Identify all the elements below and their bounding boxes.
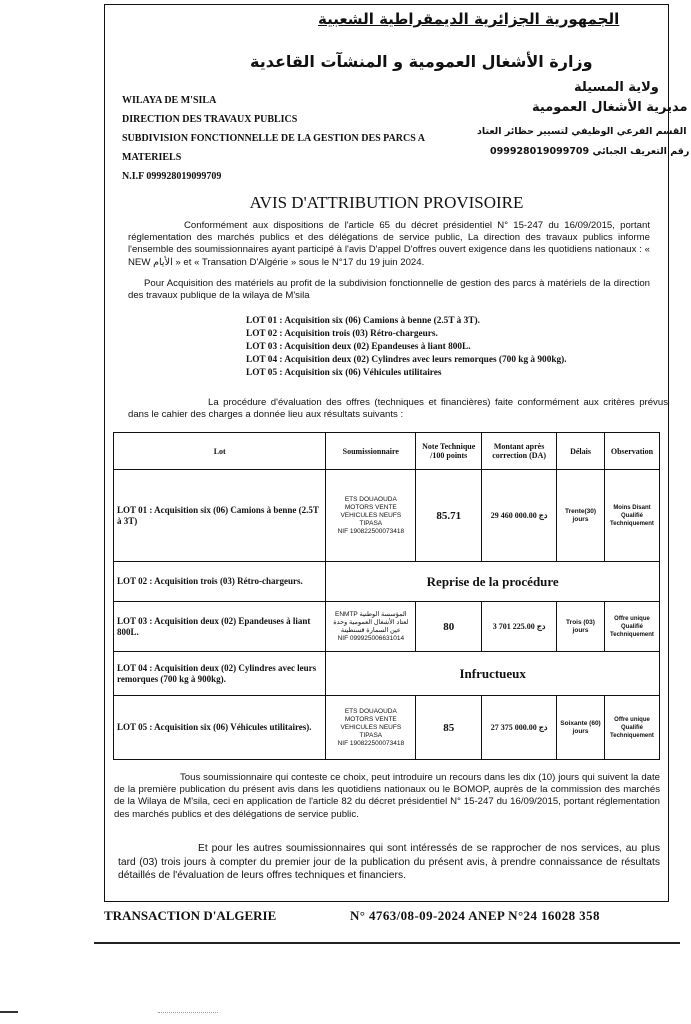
observation-cell: Offre unique Qualifié Techniquement: [604, 696, 659, 760]
table-row: [114, 470, 660, 562]
lot-cell: LOT 04 : Acquisition deux (02) Cylindres avec leurs remorques (700 kg à 900kg).: [114, 652, 326, 696]
delay-cell: Trente(30) jours: [557, 470, 605, 562]
amount-cell: 3 701 225.00 دج: [482, 602, 557, 652]
ar-subdivision: القسم الفرعي الوظيفي لتسيير حظائر العتاد: [477, 126, 687, 137]
fr-wilaya: WILAYA DE M'SILA: [122, 95, 217, 106]
observation-cell: Offre unique Qualifié Techniquement: [604, 602, 659, 652]
amount-cell: 27 375 000.00 دج: [482, 696, 557, 760]
ar-nif: رقم التعريف الجبائي 099928019099709: [490, 146, 690, 157]
bidder-nif: NIF 099925006631014: [337, 634, 405, 642]
table-row: [114, 696, 660, 760]
footer-reference: N° 4763/08-09-2024 ANEP N°24 16028 358: [350, 908, 600, 923]
col-header-observation: Observation: [604, 433, 659, 470]
bidder-cell: [326, 470, 416, 562]
scan-mark: [0, 1011, 18, 1013]
col-header-bidder: Soumissionnaire: [326, 433, 416, 470]
results-table: [113, 432, 660, 760]
delay-cell: Trois (03) jours: [557, 602, 605, 652]
bidder-name: لعتاد الأشغال العمومية وحدة: [333, 618, 409, 626]
col-header-amount: Montant après correction (DA): [482, 433, 557, 470]
table-row: [114, 652, 660, 696]
bidder-cell: [326, 602, 416, 652]
bidder-cell: [326, 696, 416, 760]
observation-cell: Moins Disant Qualifié Techniquement: [604, 470, 659, 562]
fr-nif: N.I.F 099928019099709: [122, 171, 222, 182]
purpose-paragraph: Pour Acquisition des matériels au profit de la subdivision fonctionnelle de gestion des parcs à matériels de la direction des travaux publique de la wilaya de M'sila: [128, 278, 650, 302]
lots-list: [246, 315, 567, 380]
bidder-name: ETS DOUAOUDA: [344, 495, 397, 503]
bidder-name: MOTORS VENTE: [344, 503, 397, 511]
bidder-nif: NIF 190822500073418: [337, 739, 405, 747]
lot-cell: LOT 03 : Acquisition deux (02) Epandeuses à liant 800L.: [114, 602, 326, 652]
bidder-name: VEHICULES NEUFS: [340, 723, 402, 731]
bidder-name: VEHICULES NEUFS: [340, 511, 402, 519]
bidder-name: ENMTP المؤسسة الوطنية: [335, 610, 407, 618]
col-header-lot: Lot: [114, 433, 326, 470]
note-cell: 85: [416, 696, 482, 760]
lot-cell: LOT 01 : Acquisition six (06) Camions à benne (2.5T à 3T): [114, 470, 326, 562]
lot-line: LOT 01 : Acquisition six (06) Camions à benne (2.5T à 3T).: [246, 316, 480, 326]
bidder-name: ETS DOUAOUDA: [344, 707, 397, 715]
col-header-delay: Délais: [557, 433, 605, 470]
recourse-paragraph: Tous soumissionnaire qui conteste ce choix, peut introduire un recours dans les dix (10) jours qui suivent la date de la première publication du présent avis dans les quotidiens nationaux ou le BOMOP, auprès de la commission des marchés de la Wilaya de M'sila, ceci en application de l'article 82 du décret présidentiel N° 15-247 du 16/09/2015, portant réglementation des marchés publics et des délégations de service public.: [114, 772, 660, 820]
bidder-nif: NIF 190822500073418: [337, 527, 405, 535]
scan-mark: [158, 1012, 218, 1013]
lot-line: LOT 04 : Acquisition deux (02) Cylindres avec leurs remorques (700 kg à 900kg).: [246, 355, 567, 365]
table-row: [114, 562, 660, 602]
notice-title: AVIS D'ATTRIBUTION PROVISOIRE: [249, 193, 524, 212]
bidder-name: TIPASA: [359, 731, 383, 739]
note-cell: 80: [416, 602, 482, 652]
note-cell: 85.71: [416, 470, 482, 562]
bidder-name: عين السمارة قسنطينة: [340, 626, 401, 634]
ar-republic-heading: الجمهورية الجزائرية الديمقراطية الشعبية: [318, 10, 620, 28]
col-header-note: Note Technique /100 points: [416, 433, 482, 470]
procedure-paragraph: La procédure d'évaluation des offres (techniques et financières) faite conformément aux critères prévus dans le cahier des charges a donnée lieu aux résultats suivants :: [128, 397, 668, 421]
lot-cell: LOT 05 : Acquisition six (06) Véhicules utilitaires).: [114, 696, 326, 760]
bidder-name: TIPASA: [359, 519, 383, 527]
intro-paragraph: Conformément aux dispositions de l'article 65 du décret présidentiel N° 15-247 du 16/09/2015, portant réglementation des marchés publics et des délégations de service public, La direction des travaux publics informe l'ensemble des soumissionnaires ayant participé à l'avis D'appel D'offres ouvert exigence dans les quotidiens nationaux : « NEW الأيام » et « Transation D'Algérie » sous le N°17 du 19 juin 2024.: [128, 220, 650, 268]
amount-cell: 29 460 000.00 دج: [482, 470, 557, 562]
table-header-row: [114, 433, 660, 470]
lot-line: LOT 03 : Acquisition deux (02) Epandeuses à liant 800L.: [246, 342, 471, 352]
ar-wilaya: ولاية المسيلة: [574, 80, 659, 95]
fr-subdivision-line2: MATERIELS: [122, 152, 182, 163]
lot-cell: LOT 02 : Acquisition trois (03) Rétro-chargeurs.: [114, 562, 326, 602]
others-paragraph: Et pour les autres soumissionnaires qui sont intéressés de se rapprocher de nos services, au plus tard (03) trois jours à compter du premier jour de la publication du présent avis, à prendre connaissance de résultats détaillés de l'évaluation de leurs offres techniques et financiers.: [118, 843, 660, 882]
table-row: [114, 602, 660, 652]
span-status-cell: Reprise de la procédure: [326, 562, 660, 602]
span-status-cell: Infructueux: [326, 652, 660, 696]
bidder-name: MOTORS VENTE: [344, 715, 397, 723]
fr-direction: DIRECTION DES TRAVAUX PUBLICS: [122, 114, 298, 125]
lot-line: LOT 05 : Acquisition six (06) Véhicules utilitaires: [246, 368, 442, 378]
footer-divider: [94, 942, 680, 944]
lot-line: LOT 02 : Acquisition trois (03) Rétro-chargeurs.: [246, 329, 438, 339]
ar-direction: مديرية الأشغال العمومية: [532, 100, 688, 115]
footer-publication: TRANSACTION D'ALGERIE: [104, 908, 277, 923]
fr-subdivision-line1: SUBDIVISION FONCTIONNELLE DE LA GESTION DES PARCS A: [122, 133, 425, 144]
delay-cell: Soixante (60) jours: [557, 696, 605, 760]
ar-ministry-heading: وزارة الأشغال العمومية و المنشآت القاعدية: [250, 52, 593, 71]
